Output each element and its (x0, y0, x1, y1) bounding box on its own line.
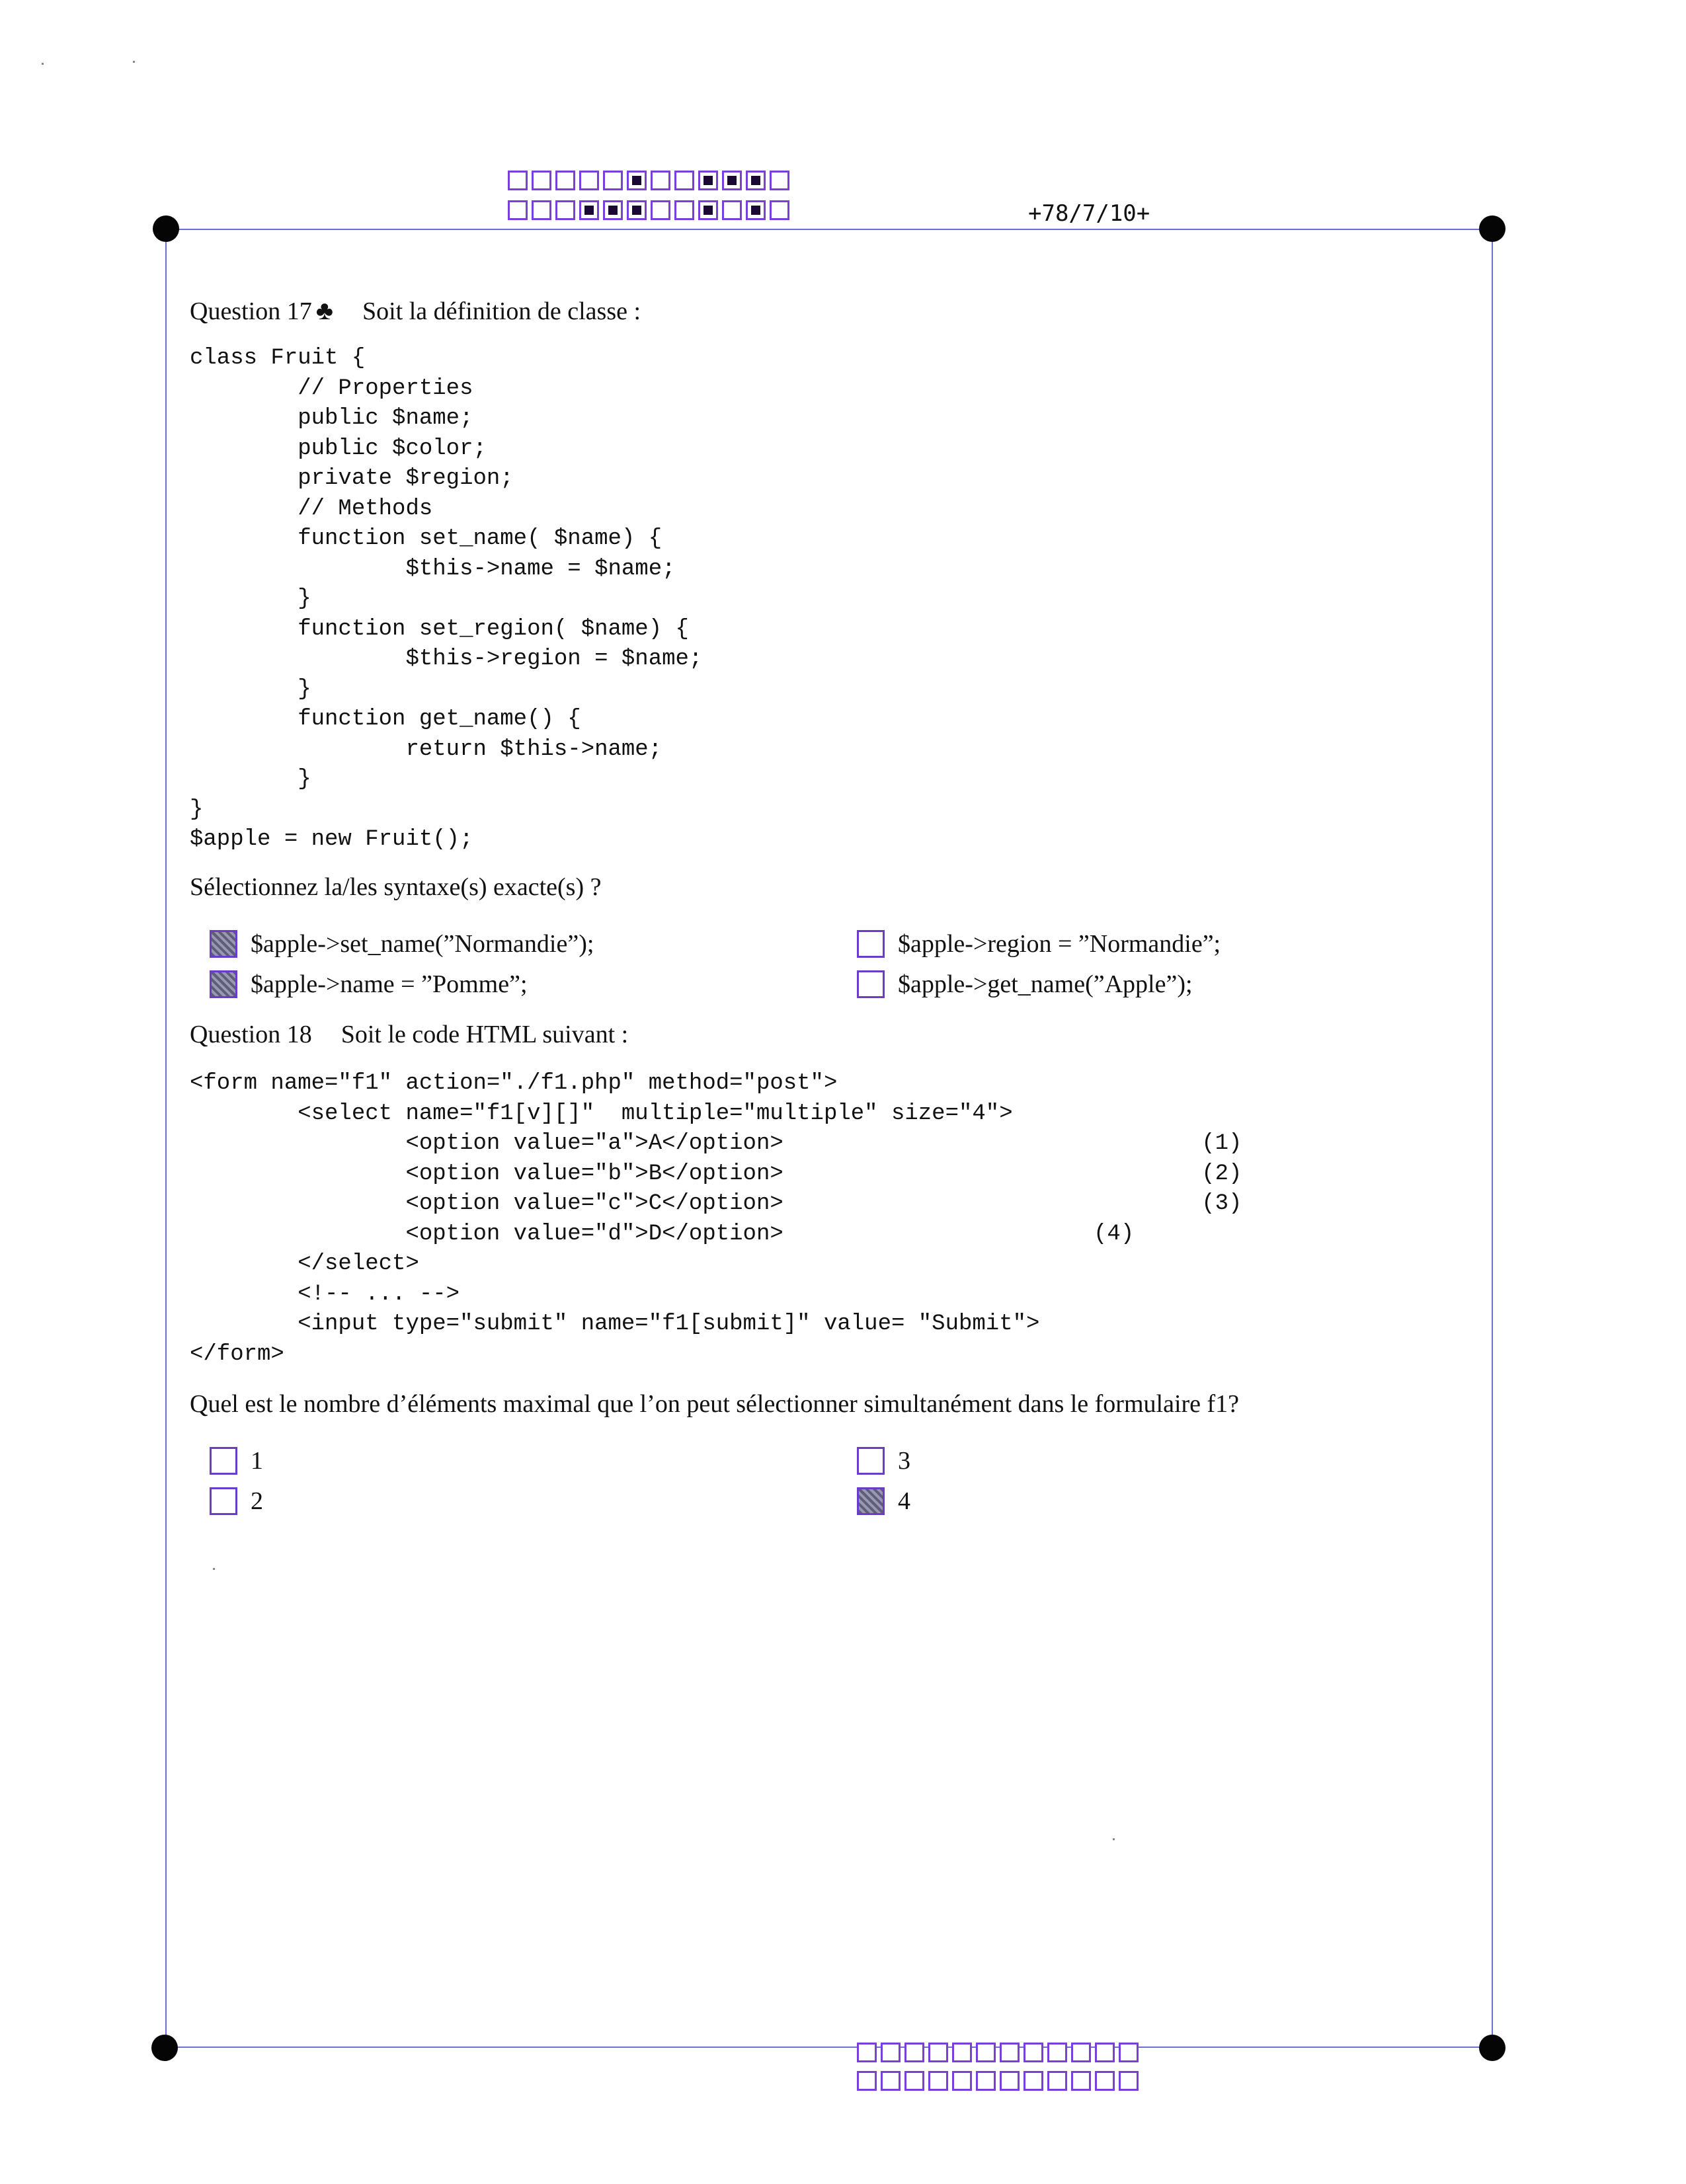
corner-mark-top-left (153, 215, 179, 242)
bottom-code-cell (881, 2043, 901, 2062)
q18-answer-1-label: 1 (251, 1447, 263, 1475)
bottom-code-cell (1095, 2071, 1115, 2091)
bottom-code-cell (928, 2043, 948, 2062)
question-18-code: <form name="f1" action="./f1.php" method="post"> <select name="f1[v][]" multiple="multiple" size="4"> <option value="a">A</option> (1) <option value="b">B</option> (2) <option value="c">C</option> (3) <option value="d">D</option> (4) </select> <!-- ... --> <input type="submit" name="f1[submit]" value= "Submit"> </form> (190, 1071, 1242, 1367)
top-code-cell (532, 200, 551, 220)
top-code-cell (651, 171, 670, 190)
q18-answer-3-checkbox[interactable] (857, 1447, 885, 1475)
q17-answer-1[interactable] (210, 929, 594, 958)
bottom-code-cell (1000, 2043, 1020, 2062)
top-code-cell (603, 200, 623, 220)
top-code-cell (770, 171, 789, 190)
q17-answer-4-checkbox[interactable] (857, 970, 885, 998)
bottom-code-cell (904, 2071, 924, 2091)
top-code-cell (722, 200, 742, 220)
top-code-cell (651, 200, 670, 220)
q17-answer-3-checkbox[interactable] (857, 930, 885, 958)
question-17-header (190, 295, 641, 326)
top-code-cell (579, 171, 599, 190)
bottom-code-cell (976, 2043, 996, 2062)
top-code-cell (674, 200, 694, 220)
top-code-cell (555, 171, 575, 190)
bottom-code-cell (857, 2071, 877, 2091)
bottom-code-cell (952, 2043, 972, 2062)
bottom-code-cell (1119, 2071, 1139, 2091)
q17-answer-2-checkbox[interactable] (210, 970, 237, 998)
bottom-code-cell (857, 2043, 877, 2062)
q18-answer-4[interactable] (857, 1487, 910, 1516)
top-code-cell (698, 200, 718, 220)
q17-answer-3[interactable] (857, 929, 1221, 958)
q18-answer-1[interactable] (210, 1446, 263, 1475)
scan-speck (213, 1568, 215, 1570)
corner-mark-top-right (1479, 215, 1505, 242)
bottom-code-cell (1024, 2043, 1043, 2062)
q18-answer-2-checkbox[interactable] (210, 1487, 237, 1515)
bottom-code-cell (952, 2071, 972, 2091)
q18-answer-2[interactable] (210, 1487, 263, 1516)
top-code-cell (770, 200, 789, 220)
top-code-cell (627, 200, 647, 220)
bottom-code-row-2 (857, 2071, 1143, 2091)
top-code-cell (579, 200, 599, 220)
q17-answer-2[interactable] (210, 970, 528, 999)
top-code-cell (555, 200, 575, 220)
bottom-code-cell (904, 2043, 924, 2062)
bottom-code-cell (1119, 2043, 1139, 2062)
top-code-cell (746, 200, 766, 220)
bottom-code-cell (1024, 2071, 1043, 2091)
question-18-label: Question 18 (190, 1021, 312, 1048)
bottom-code-cell (1000, 2071, 1020, 2091)
top-code-cell (674, 171, 694, 190)
bottom-code-cell (1071, 2043, 1091, 2062)
top-code-cell (532, 171, 551, 190)
q18-answer-2-label: 2 (251, 1487, 263, 1515)
question-17-prompt: Sélectionnez la/les syntaxe(s) exacte(s) ? (190, 873, 602, 901)
bottom-code-cell (1047, 2071, 1067, 2091)
top-code-cell (698, 171, 718, 190)
top-code-cell (603, 171, 623, 190)
q18-answer-3[interactable] (857, 1446, 910, 1475)
bottom-code-cell (1095, 2043, 1115, 2062)
q17-answer-2-label: $apple->name = ”Pomme”; (251, 970, 528, 998)
top-code-cell (746, 171, 766, 190)
q18-answer-4-checkbox[interactable] (857, 1487, 885, 1515)
bottom-code-cell (1071, 2071, 1091, 2091)
question-18-prompt: Quel est le nombre d’éléments maximal que l’on peut sélectionner simultanément dans le formulaire f1? (190, 1390, 1240, 1418)
scan-speck (133, 61, 135, 63)
page-id: +78/7/10+ (1028, 200, 1150, 227)
question-17-text: Soit la définition de classe : (362, 297, 641, 325)
q17-answer-1-label: $apple->set_name(”Normandie”); (251, 930, 594, 958)
bottom-code-cell (881, 2071, 901, 2091)
top-code-row-1 (508, 171, 793, 190)
scan-speck (1113, 1838, 1115, 1840)
question-18-header (190, 1020, 628, 1049)
bottom-code-cell (928, 2071, 948, 2091)
q18-answer-3-label: 3 (898, 1447, 910, 1475)
top-code-cell (508, 171, 528, 190)
top-code-row-2 (508, 200, 793, 220)
q17-answer-3-label: $apple->region = ”Normandie”; (898, 930, 1221, 958)
top-code-cell (508, 200, 528, 220)
q18-answer-4-label: 4 (898, 1487, 910, 1515)
bottom-code-row-1 (857, 2043, 1143, 2062)
corner-mark-bottom-right (1479, 2035, 1505, 2061)
question-18-text: Soit le code HTML suivant : (341, 1021, 629, 1048)
bottom-code-cell (976, 2071, 996, 2091)
q17-answer-4[interactable] (857, 970, 1193, 999)
club-icon: ♣ (315, 295, 333, 325)
q17-answer-4-label: $apple->get_name(”Apple”); (898, 970, 1193, 998)
bottom-code-cell (1047, 2043, 1067, 2062)
top-code-cell (627, 171, 647, 190)
q18-answer-1-checkbox[interactable] (210, 1447, 237, 1475)
q17-answer-1-checkbox[interactable] (210, 930, 237, 958)
scan-speck (42, 63, 44, 65)
corner-mark-bottom-left (151, 2035, 178, 2061)
question-17-code: class Fruit { // Properties public $name; public $color; private $region; // Methods function set_name( $name) { $this->name = $name; } function set_region( $name) { $this->region = $name; } function get_name() { return $this->name; } } $apple = new Fruit(); (190, 346, 703, 852)
top-code-cell (722, 171, 742, 190)
question-17-label: Question 17 (190, 297, 312, 325)
